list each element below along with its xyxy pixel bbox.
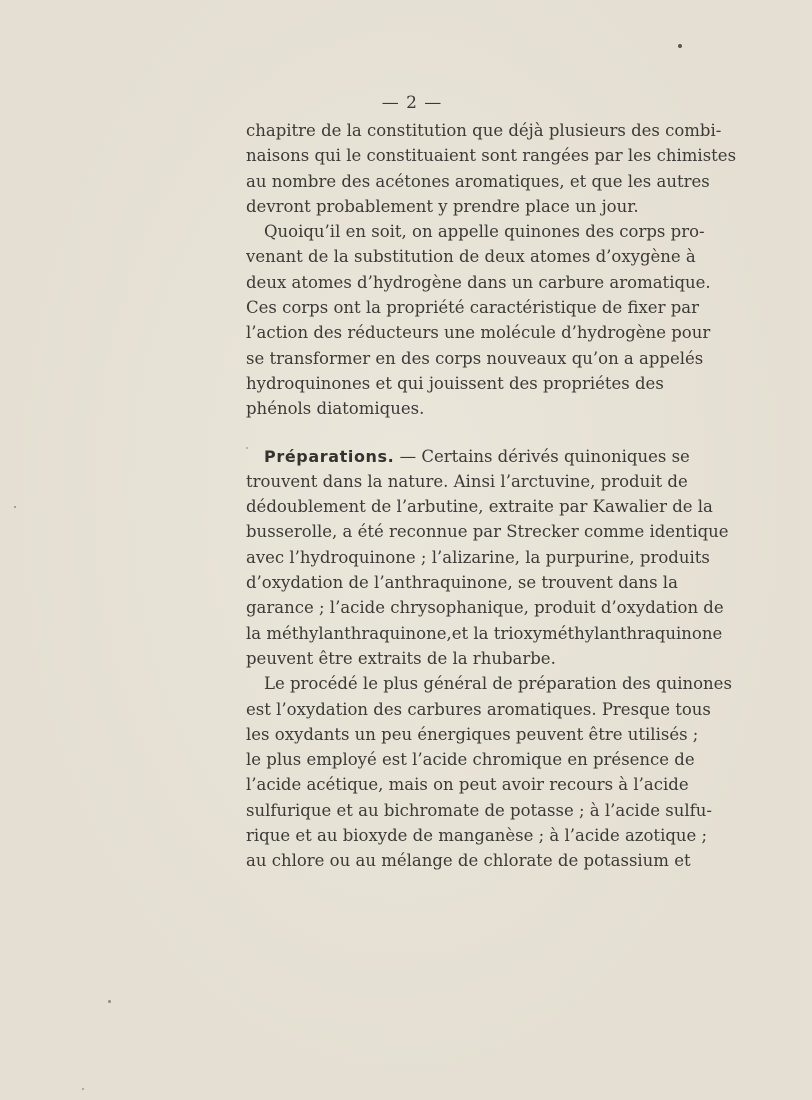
text-line: la méthylanthraquinone,et la trioxyméthylanthraquinone (246, 623, 723, 643)
text-line: Le procédé le plus général de préparation des quinones (264, 674, 732, 694)
body-text (246, 118, 737, 874)
text-line: Ces corps ont la propriété caractéristique de fixer par (246, 298, 699, 318)
text-line: hydroquinones et qui jouissent des propriétes des (246, 373, 664, 393)
text-line: peuvent être extraits de la rhubarbe. (246, 648, 556, 668)
text-line: le plus employé est l’acide chromique en présence de (246, 750, 695, 770)
text-line: garance ; l’acide chrysophanique, produit d’oxydation de (246, 598, 724, 618)
text-line: l’action des réducteurs une molécule d’hydrogène pour (246, 323, 711, 343)
text-line: phénols diatomiques. (246, 399, 425, 419)
text-line: busserolle, a été reconnue par Strecker comme identique (246, 522, 729, 542)
text-line: avec l’hydroquinone ; l’alizarine, la purpurine, produits (246, 547, 710, 567)
text-line: les oxydants un peu énergiques peuvent être utilisés ; (246, 724, 699, 744)
text-line: sulfurique et au bichromate de potasse ; à l’acide sulfu- (246, 800, 712, 820)
text-line: rique et au bioxyde de manganèse ; à l’acide azotique ; (246, 826, 708, 846)
text-line: Quoiqu’il en soit, on appelle quinones des corps pro- (264, 222, 705, 242)
paper-speck (14, 506, 16, 508)
page-number: — 2 — (381, 93, 443, 113)
text-line: deux atomes d’hydrogène dans un carbure aromatique. (246, 272, 711, 292)
text-line: trouvent dans la nature. Ainsi l’arctuvine, produit de (246, 471, 688, 491)
text-line: au nombre des acétones aromatiques, et que les autres (246, 171, 710, 191)
heading-line (246, 444, 690, 469)
paper-speck (678, 44, 682, 48)
text-line: devront probablement y prendre place un jour. (246, 196, 639, 216)
text-line: se transformer en des corps nouveaux qu’on a appelés (246, 348, 704, 368)
text-line: naisons qui le constituaient sont rangées par les chimistes (246, 146, 737, 166)
paragraph-gap (246, 422, 656, 444)
text-line: venant de la substitution de deux atomes d’oxygène à (246, 247, 696, 267)
paper-speck (108, 1000, 111, 1003)
paper-speck (82, 1088, 84, 1090)
heading-line-rest: — Certains dérivés quinoniques se (399, 446, 690, 466)
text-line: d’oxydation de l’anthraquinone, se trouvent dans la (246, 573, 678, 593)
text-line: est l’oxydation des carbures aromatiques. Presque tous (246, 699, 711, 719)
text-line: l’acide acétique, mais on peut avoir recours à l’acide (246, 775, 689, 795)
text-line: dédoublement de l’arbutine, extraite par Kawalier de la (246, 497, 713, 517)
text-line: au chlore ou au mélange de chlorate de potassium et (246, 851, 691, 871)
section-heading: Préparations. (264, 446, 395, 466)
text-line: chapitre de la constitution que déjà plusieurs des combi- (246, 121, 722, 140)
